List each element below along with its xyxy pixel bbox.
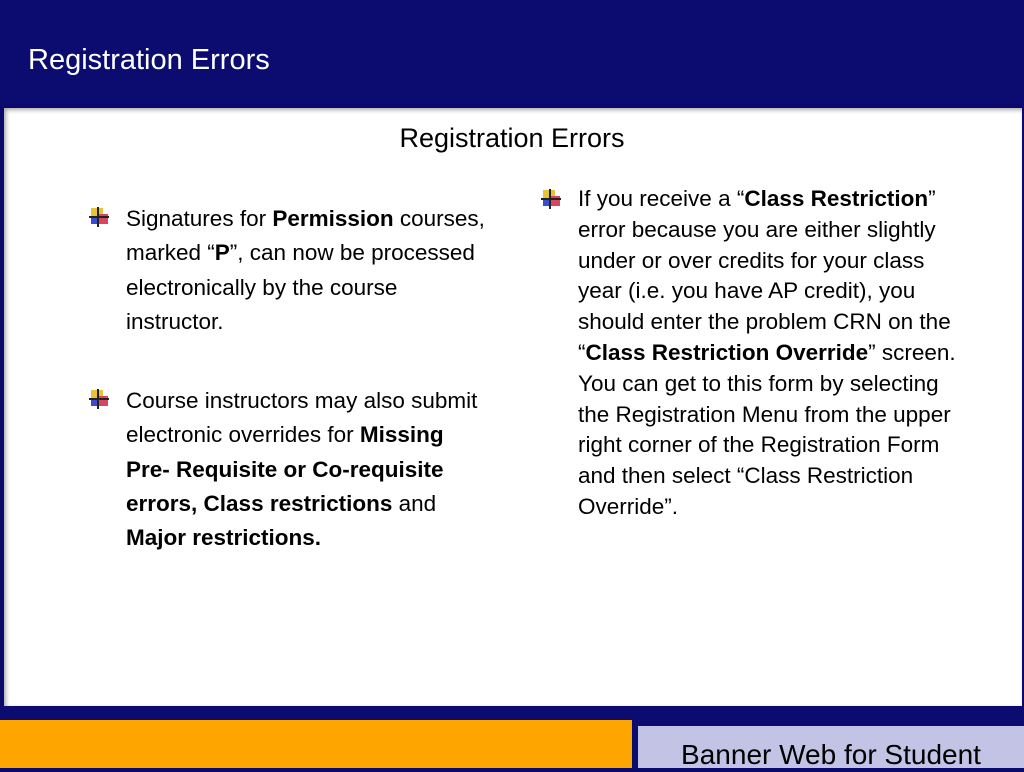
bullet-square-icon (540, 188, 562, 210)
slide-title: Registration Errors (399, 123, 625, 153)
bullet-text: ” screen. You can get to this form by selecting the Registration Menu from the upper right corner of the Registration Form and then select “Class Restriction Override”. (578, 339, 956, 519)
bullet-bold-text: Permission (272, 206, 394, 231)
bullet-bold-text: P (214, 240, 230, 266)
bullet-text: courses, marked “ (126, 206, 485, 266)
header-bar (0, 0, 1024, 104)
bullet-square-icon (88, 388, 110, 410)
bullet-bold-text: Missing Pre- Requisite or Co-requisite errors, Class restrictions (126, 422, 444, 517)
bullet-text: and (392, 491, 437, 517)
bullet-item-overrides (88, 384, 488, 555)
bullet-bold-text: Class Restriction Override (585, 339, 869, 365)
footer-label-panel (638, 726, 1024, 768)
right-column (540, 184, 958, 523)
header-title: Registration Errors (28, 44, 270, 76)
left-column (88, 202, 488, 556)
footer-navy-stripe (0, 706, 1024, 720)
bullet-bold-text: Major restrictions. (126, 525, 322, 551)
bullet-text: Signatures for (126, 206, 273, 231)
footer-label: Banner Web for Student (681, 739, 981, 770)
bullet-text: ”, can now be processed electronically by the course instructor. (126, 240, 475, 334)
bullet-item-class-restriction (540, 184, 958, 523)
bullet-text: If you receive a “ (578, 186, 745, 211)
bullet-item-permission (88, 202, 488, 339)
content-area (4, 108, 1022, 706)
bullet-text: ” error because you are either slightly under or over credits for your class year (i.e. you have AP credit), you should enter the problem CRN on the “ (578, 186, 951, 365)
bullet-square-icon (88, 206, 110, 228)
bullet-text: Course instructors may also submit electronic overrides for (126, 388, 478, 448)
bullet-bold-text: Class Restriction (744, 186, 929, 211)
footer-label-box (632, 720, 1024, 768)
footer-orange-bar (0, 720, 632, 768)
